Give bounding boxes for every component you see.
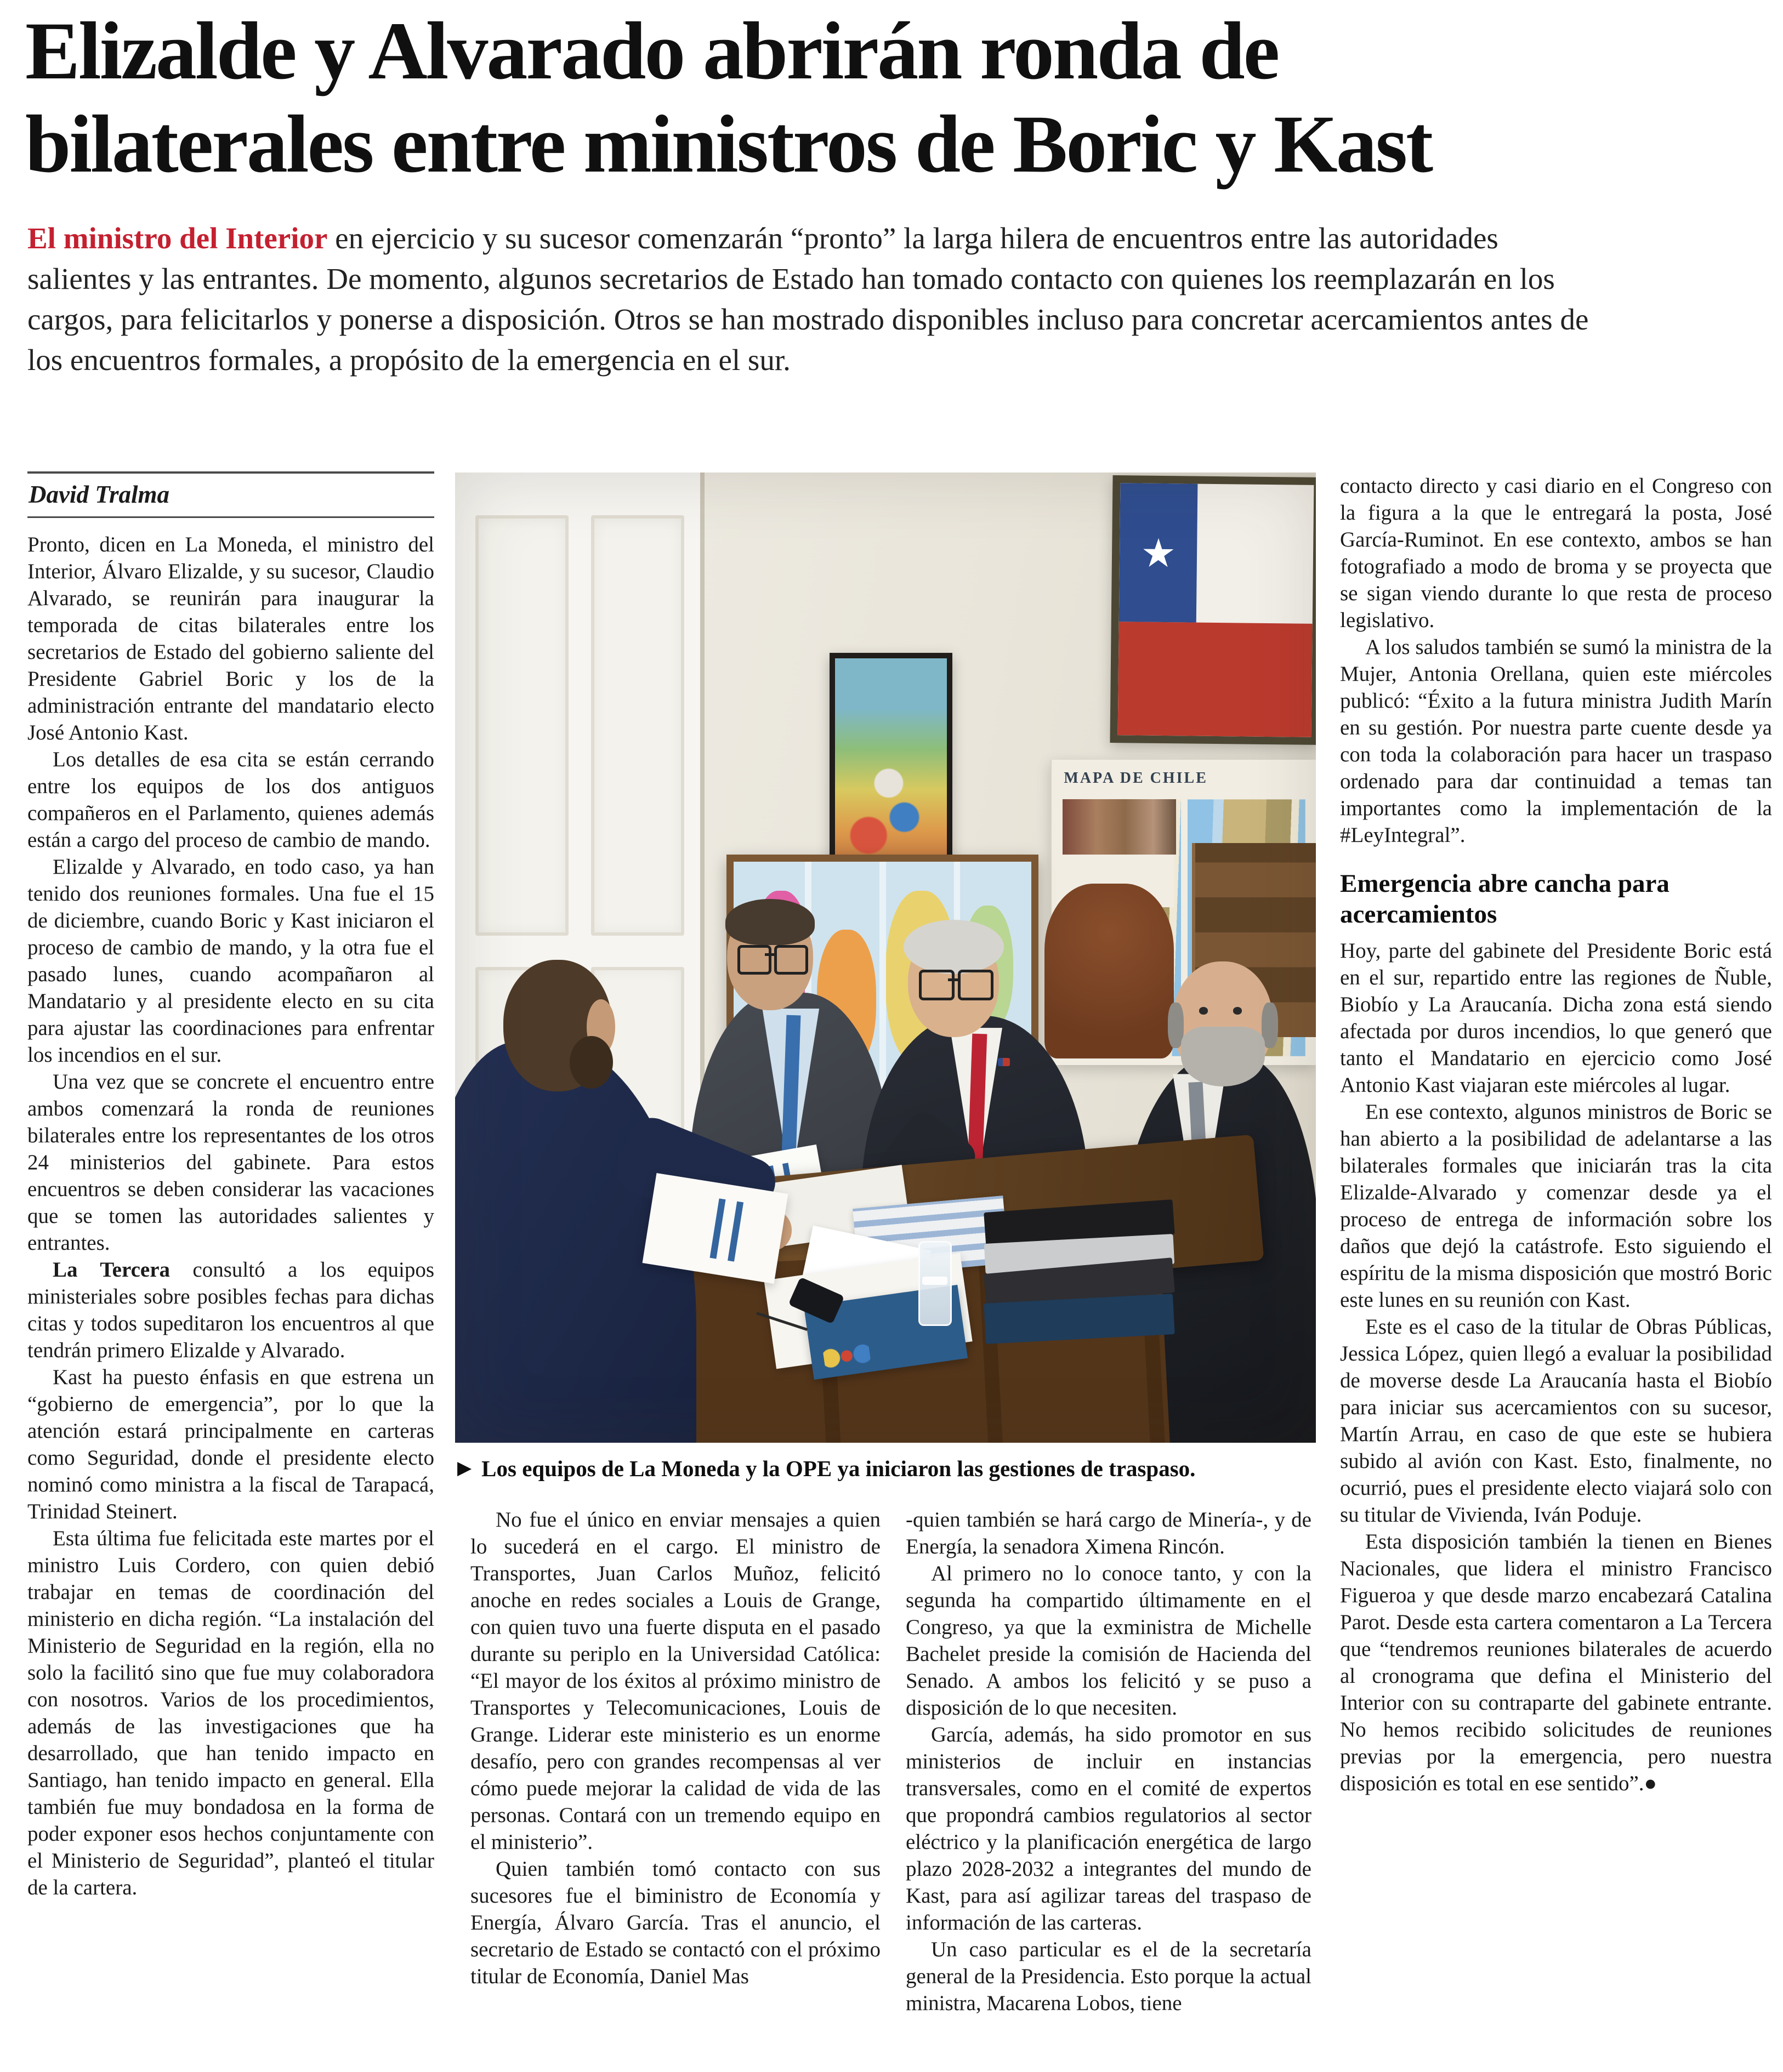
leather-chair — [1044, 884, 1174, 1058]
white-hair — [904, 920, 1004, 974]
paragraph-bold-lead: La Tercera — [53, 1258, 171, 1282]
water-line — [922, 1277, 947, 1285]
blue-booklet — [804, 1285, 968, 1380]
article-photo — [455, 473, 1316, 1443]
gray-side-hair — [1168, 1003, 1184, 1048]
map-fold — [879, 862, 886, 1105]
paragraph: Elizalde y Alvarado, en todo caso, ya han tenido dos reuniones formales. Una fue el 15 de diciembre, cuando Boric y Kast iniciaron el proceso de cambio de mando, y la otra fue el pasado lunes, cuando acompañaron al Mandatario y al presidente electo en su cita para ajustar las coordinaciones para enfrentar los incendios en el sur. — [27, 855, 434, 1067]
glasses-icon — [958, 970, 993, 1000]
headline-line-2: bilaterales entre ministros de Boric y Kast — [25, 99, 1432, 190]
gray-beard — [1181, 1027, 1265, 1087]
door-leaf — [467, 487, 570, 1428]
person-glasses-shirt — [762, 1009, 819, 1188]
paragraph: contacto directo y casi diario en el Congreso con la figura a la que le entregará la posta, José García-Ruminot. En ese contexto, ambos se han fotografiado a modo de broma y se proyecta que se sigan viendo durante lo que resta de proceso legislativo. — [1340, 474, 1772, 632]
column-4-bottom — [1340, 937, 1772, 1797]
column-3 — [906, 1506, 1311, 2017]
map-region — [885, 891, 957, 1066]
eye — [1233, 1007, 1242, 1014]
book — [984, 1234, 1174, 1274]
person-back-arm — [610, 1111, 782, 1241]
person-bearded-torso — [1116, 1055, 1316, 1443]
glasses-bridge — [948, 978, 959, 981]
caption-arrow-icon: ▶ — [457, 1457, 472, 1479]
eye — [1199, 1007, 1208, 1014]
paragraph: Esta última fue felicitada este martes por el ministro Luis Cordero, con quien debió trabajar en temas de coordinación del ministerio en dicha región. “La instalación del Ministerio de Seguridad en la región, ella no solo la facilitó sino que fue muy colaboradora con nosotros. Varios de los procedimientos, además de las investigaciones que ha desarrollado, que han tenido impacto en Santiago, han tenido impacto en general. Ella también fue muy bondadosa en la forma de poder exponer esos hechos conjuntamente con el Ministerio de Seguridad”, planteó el titular de la cartera. — [27, 1527, 434, 1899]
column-4 — [1340, 473, 1772, 1797]
section-subhead: Emergencia abre cancha para acercamientos — [1340, 869, 1670, 929]
lead-text: en ejercicio y su sucesor comenzarán “pronto” la larga hilera de encuentros entre las autoridades salientes y las entrantes. De momento, algunos secretarios de Estado han tomado contacto con quienes los reemplazarán en los cargos, para felicitarlos y ponerse a disposición. Otros se han mostrado disponibles incluso para concretar acercamientos antes de los encuentros formales, a propósito de la emergencia en el sur. — [27, 221, 1589, 377]
map-region — [751, 891, 811, 1046]
glasses-icon — [737, 945, 771, 975]
person-back-cheek — [587, 999, 615, 1055]
suit-sleeve — [849, 1106, 982, 1245]
white-double-door — [455, 473, 705, 1443]
paragraph: No fue el único en enviar mensajes a quien lo sucederá en el cargo. El ministro de Transportes, Juan Carlos Muñoz, felicitó anoche en redes sociales a Louis de Grange, con quien tuvo una fuerte disputa en el pasado durante su periplo en la Universidad Católica: “El mayor de los éxitos al próximo ministro de Transportes y Telecomunicaciones, Louis de Grange. Liderar este ministerio es un enorme desafío, pero con grandes recompensas al ver cómo puede mejorar la calidad de vida de las personas. Contará con un tremendo equipo en el ministerio”. — [470, 1508, 881, 1854]
person-glasses-tie — [781, 1015, 801, 1188]
person-white-hair-head — [908, 929, 999, 1037]
person-back-hand — [752, 1210, 792, 1250]
mapa-de-chile-poster — [1051, 760, 1316, 1066]
paragraph: Al primero no lo conoce tanto, y con la segunda ha compartido últimamente en el Congreso, ya que la exministra de Michelle Bachelet preside la comisión de Hacienda del Senado. A ambos los felicitó y se puso a disposición de lo que necesiten. — [906, 1562, 1311, 1720]
door-knob-plate — [525, 1143, 554, 1158]
map-fold — [805, 862, 811, 1105]
red-tie — [967, 1034, 987, 1203]
map-region — [817, 930, 877, 1071]
column-2 — [470, 1506, 881, 1990]
person-bearded-shirt — [1173, 1074, 1225, 1237]
binder — [984, 1294, 1175, 1344]
framed-regional-map — [726, 855, 1038, 1112]
paragraph: García, además, ha sido promotor en sus ministerios de incluir en instancias transversales, como en el comité de expertos que propondrá cambios regulatorios al sector eléctrico y la planificación energética de largo plazo 2028-2032 a integrantes del mundo de Kast, para así agilizar tareas del traspaso de información de las carteras. — [906, 1723, 1311, 1934]
painting-art — [835, 658, 947, 885]
poster-divider — [1181, 799, 1188, 1056]
headline — [25, 4, 1763, 191]
flag-star-icon: ★ — [1118, 483, 1197, 623]
glasses-icon — [919, 970, 955, 1000]
paragraph: Una vez que se concrete el encuentro entre ambos comenzará la ronda de reuniones bilaterales entre los representantes de los otros 24 ministerios del gabinete. Para estos encuentros se deben considerar las vacaciones que se tomen las autoridades salientes y entrantes. — [27, 1070, 434, 1255]
door-panel — [475, 515, 569, 936]
person-glasses-hair — [725, 899, 815, 945]
water-glass — [918, 1241, 952, 1326]
photo-caption — [457, 1455, 1316, 1484]
chile-flag-frame — [1110, 475, 1316, 745]
column-4-top — [1340, 473, 1772, 849]
flag-red-band — [1117, 622, 1312, 737]
document — [797, 1225, 931, 1326]
person-glasses-torso — [689, 993, 893, 1313]
regional-map — [734, 862, 1031, 1105]
gray-tie — [1188, 1081, 1212, 1261]
document — [764, 1253, 972, 1369]
poster-map — [1063, 799, 1305, 1056]
glasses-icon — [774, 945, 808, 975]
photo-caption-text: Los equipos de La Moneda y la OPE ya iniciaron las gestiones de traspaso. — [481, 1456, 1196, 1481]
document — [757, 1165, 911, 1249]
paragraph: Un caso particular es el de la secretaría general de la Presidencia. Esto porque la actual ministra, Macarena Lobos, tiene — [906, 1938, 1311, 2015]
black-chair — [455, 1181, 601, 1443]
person-back-head — [503, 960, 612, 1092]
paragraph: Este es el caso de la titular de Obras Públicas, Jessica López, quien llegó a evaluar la posibilidad de moverse desde La Araucanía hasta el Biobío para iniciar sus acercamientos con su sucesor, Martín Arrau, en caso de que este se hubiera subido al avión con Kast. Esto, finalmente, no ocurrió, pues el presidente electo viajará solo con su titular de Vivienda, Iván Poduje. — [1340, 1315, 1772, 1527]
lead-paragraph — [27, 218, 1590, 380]
poster-photo-strip — [1063, 799, 1176, 854]
book — [983, 1257, 1175, 1309]
paragraph: Hoy, parte del gabinete del Presidente Boric está en el sur, repartido entre las regiones de Ñuble, Biobío y La Araucanía. Dicha zona está siendo afectada por duros incendios, lo que generó que tanto el Mandatario en ejercicio como José Antonio Kast viajaran este miércoles al lugar. — [1340, 939, 1772, 1097]
paragraph: La Tercera consultó a los equipos ministeriales sobre posibles fechas para dichas citas y todos supeditaron los encuentros al que tendrán primero Elizalde y Alvarado. — [27, 1258, 434, 1362]
lead-kicker: El ministro del Interior — [27, 221, 328, 255]
books-stack — [985, 1206, 1174, 1342]
paragraph: A los saludos también se sumó la ministra de la Mujer, Antonia Orellana, quien este miércoles publicó: “Éxito a la futura ministra Judith Marín en su gestión. Por nuestra parte cuente desde ya con toda la colaboración para hacer un traspaso ordenado para dar continuidad a temas tan importantes como la implementación de la #LeyIntegral”. — [1340, 635, 1772, 847]
document-in-front — [643, 1173, 788, 1284]
paragraph: Pronto, dicen en La Moneda, el ministro del Interior, Álvaro Elizalde, y su sucesor, Claudio Alvarado, se reunirán para inaugurar la temporada de citas bilaterales entre los secretarios de Estado del gobierno saliente del Presidente Gabriel Boric y los de la administración entrante del mandatario electo José Antonio Kast. — [27, 533, 434, 744]
map-region — [963, 906, 1013, 1032]
smartphone — [788, 1277, 845, 1324]
map-fold — [954, 862, 961, 1105]
byline: David Tralma — [27, 471, 434, 518]
person-white-hair-shirt — [950, 1028, 1002, 1190]
paragraph: Esta disposición también la tienen en Bienes Nacionales, que lidera el ministro Francisco Figueroa y que desde marzo encabezará Catalina Parot. Desde esta cartera comentaron a La Tercera que “tendremos reuniones bilaterales de acuerdo al cronograma que defina el Ministerio del Interior con su contraparte del gabinete entrante. No hemos recibido solicitudes de reuniones previas por la emergencia, pero nuestra disposición es total en ese sentido”.● — [1340, 1530, 1772, 1795]
door-knob-ball — [507, 1140, 529, 1162]
wooden-sideboard — [1192, 843, 1316, 1037]
booklet-logo — [822, 1344, 871, 1369]
door-panel — [591, 967, 684, 1387]
person-back-beard — [570, 1036, 613, 1089]
paragraph: Los detalles de esa cita se están cerrando entre los equipos de los dos antiguos compañeros en el Parlamento, quienes además están a cargo del proceso de cambio de mando. — [27, 748, 434, 852]
paragraph: Kast ha puesto énfasis en que estrena un “gobierno de emergencia”, por lo que la atención estará principalmente en carteras como Seguridad, donde el presidente electo nominó como ministra a la fiscal de Tarapacá, Trinidad Steinert. — [27, 1365, 434, 1523]
headline-line-1: Elizalde y Alvarado abrirán ronda de — [25, 5, 1279, 96]
framed-painting — [830, 653, 952, 891]
glasses-bridge — [765, 953, 775, 956]
door-panel — [475, 967, 569, 1387]
document-with-table — [853, 1196, 1009, 1276]
column-1-body — [27, 531, 434, 1901]
poster-label: MAPA DE CHILE — [1064, 770, 1208, 787]
person-back-torso — [455, 1041, 696, 1443]
person-bearded-head — [1173, 961, 1273, 1081]
person-white-hair-torso — [861, 1016, 1088, 1317]
paragraph: -quien también se hará cargo de Minería-, y de Energía, la senadora Ximena Rincón. — [906, 1508, 1311, 1558]
door-knob — [507, 1140, 554, 1162]
book — [984, 1199, 1175, 1248]
wooden-desk-top — [515, 1134, 1264, 1324]
door-panel — [591, 515, 684, 936]
held-document — [702, 1144, 832, 1255]
paragraph: Quien también tomó contacto con sus sucesores fue el biministro de Economía y Energía, Álvaro García. Tras el anuncio, el secretario de Estado se contactó con el próximo titular de Economía, Daniel Mas — [470, 1857, 881, 1988]
eyeglasses-on-desk — [756, 1294, 814, 1331]
paragraph: En ese contexto, algunos ministros de Boric se han abierto a la posibilidad de adelantarse a las bilaterales formales que iniciarán tras la cita Elizalde-Alvarado y comenzar desde ya el proceso de entrega de información sobre los daños que dejó la catástrofe. Esto siguiendo el espíritu de la misma disposición que mostró Boric este lunes en su reunión con Kast. — [1340, 1100, 1772, 1312]
chile-flag — [1117, 483, 1314, 737]
wooden-desk-front — [669, 1236, 1171, 1443]
person-glasses-head — [727, 905, 813, 1010]
gray-side-hair — [1262, 1003, 1277, 1048]
door-leaf — [583, 487, 686, 1428]
column-1 — [27, 471, 434, 1901]
flag-pin-icon — [998, 1058, 1010, 1066]
